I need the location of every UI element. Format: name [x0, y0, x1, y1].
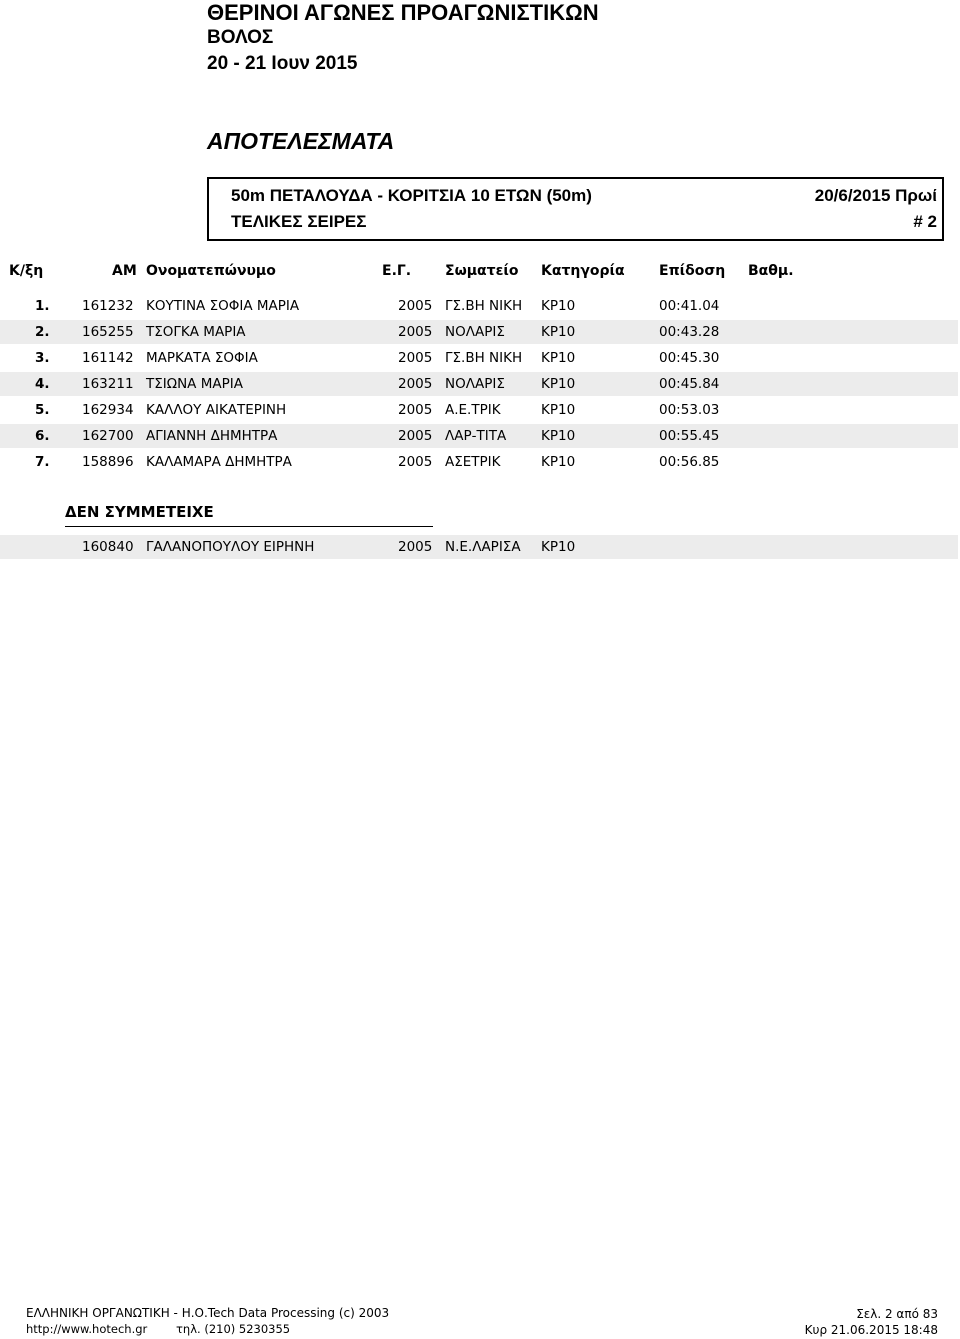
performance-cell: 00:56.85: [659, 454, 720, 470]
col-club: Σωματείο: [445, 263, 519, 279]
table-row: [0, 424, 958, 448]
table-row: [0, 450, 958, 474]
rank-cell: 4.: [35, 376, 50, 392]
club-cell: Α.Ε.ΤΡΙΚ: [445, 402, 501, 418]
dns-row: [0, 535, 958, 559]
table-row: [0, 398, 958, 422]
performance-cell: 00:43.28: [659, 324, 720, 340]
footer-website[interactable]: http://www.hotech.gr: [26, 1322, 148, 1336]
heat-number: # 2: [913, 212, 937, 231]
performance-cell: 00:45.84: [659, 376, 720, 392]
year-cell: 2005: [398, 454, 433, 470]
year-cell: 2005: [398, 298, 433, 314]
am-cell: 158896: [82, 454, 134, 470]
year-cell: 2005: [398, 324, 433, 340]
rank-cell: 5.: [35, 402, 50, 418]
category-cell: ΚΡ10: [541, 376, 576, 392]
col-points: Βαθμ.: [748, 263, 794, 279]
footer-phone: τηλ. (210) 5230355: [176, 1322, 291, 1336]
rank-cell: 1.: [35, 298, 50, 314]
col-year: Ε.Γ.: [382, 263, 412, 279]
year-cell: 2005: [398, 350, 433, 366]
name-cell: ΤΣΟΓΚΑ ΜΑΡΙΑ: [146, 324, 246, 340]
footer-page-number: Σελ. 2 από 83: [856, 1307, 938, 1321]
club-cell: ΝΟΛΑΡΙΣ: [445, 376, 505, 392]
category-cell: ΚΡ10: [541, 402, 576, 418]
am-cell: 161232: [82, 298, 134, 314]
rank-cell: 2.: [35, 324, 50, 340]
am-cell: 161142: [82, 350, 134, 366]
club-cell: ΝΟΛΑΡΙΣ: [445, 324, 505, 340]
name-cell: ΚΑΛΑΜΑΡΑ ΔΗΜΗΤΡΑ: [146, 454, 292, 470]
performance-cell: 00:45.30: [659, 350, 720, 366]
event-series: ΤΕΛΙΚΕΣ ΣΕΙΡΕΣ: [231, 212, 367, 231]
club-cell: ΓΣ.ΒΗ ΝΙΚΗ: [445, 298, 523, 314]
rank-cell: 6.: [35, 428, 50, 444]
club-cell: ΓΣ.ΒΗ ΝΙΚΗ: [445, 350, 523, 366]
footer-org: ΕΛΛΗΝΙΚΗ ΟΡΓΑΝΩΤΙΚΗ - Η.Ο.Tech Data Processing (c) 2003: [26, 1306, 390, 1320]
table-row: [0, 346, 958, 370]
name-cell: ΤΣΙΩΝΑ ΜΑΡΙΑ: [146, 376, 243, 392]
event-date-session: 20/6/2015 Πρωί: [814, 186, 937, 205]
name-cell: ΑΓΙΑΝΝΗ ΔΗΜΗΤΡΑ: [146, 428, 278, 444]
category-cell: ΚΡ10: [541, 350, 576, 366]
year-cell: 2005: [398, 539, 433, 555]
name-cell: ΚΟΥΤΙΝΑ ΣΟΦΙΑ ΜΑΡΙΑ: [146, 298, 300, 314]
am-cell: 160840: [82, 539, 134, 555]
category-cell: ΚΡ10: [541, 454, 576, 470]
name-cell: ΓΑΛΑΝΟΠΟΥΛΟΥ ΕΙΡΗΝΗ: [146, 539, 315, 555]
club-cell: ΛΑΡ-ΤΙΤΑ: [445, 428, 507, 444]
table-row: [0, 320, 958, 344]
col-category: Κατηγορία: [541, 263, 625, 279]
dns-section-title: ΔΕΝ ΣΥΜΜΕΤΕΙΧΕ: [65, 503, 214, 521]
table-row: [0, 372, 958, 396]
year-cell: 2005: [398, 402, 433, 418]
am-cell: 162700: [82, 428, 134, 444]
meet-dates: 20 - 21 Ιουν 2015: [207, 53, 358, 74]
results-title: ΑΠΟΤΕΛΕΣΜΑΤΑ: [207, 128, 395, 154]
category-cell: ΚΡ10: [541, 324, 576, 340]
col-rank: Κ/ξη: [9, 263, 44, 279]
col-name: Ονοματεπώνυμο: [146, 263, 276, 279]
category-cell: ΚΡ10: [541, 539, 576, 555]
name-cell: ΚΑΛΛΟΥ ΑΙΚΑΤΕΡΙΝΗ: [146, 402, 287, 418]
am-cell: 165255: [82, 324, 134, 340]
performance-cell: 00:53.03: [659, 402, 720, 418]
meet-location: ΒΟΛΟΣ: [207, 27, 274, 48]
footer-printed-timestamp: Κυρ 21.06.2015 18:48: [804, 1323, 938, 1337]
year-cell: 2005: [398, 376, 433, 392]
col-performance: Επίδοση: [659, 263, 726, 279]
rank-cell: 3.: [35, 350, 50, 366]
col-am: ΑΜ: [112, 263, 137, 279]
table-row: [0, 294, 958, 318]
year-cell: 2005: [398, 428, 433, 444]
am-cell: 162934: [82, 402, 134, 418]
am-cell: 163211: [82, 376, 134, 392]
category-cell: ΚΡ10: [541, 428, 576, 444]
performance-cell: 00:41.04: [659, 298, 720, 314]
category-cell: ΚΡ10: [541, 298, 576, 314]
event-box: [207, 177, 944, 241]
name-cell: ΜΑΡΚΑΤΑ ΣΟΦΙΑ: [146, 350, 258, 366]
dns-underline: [65, 526, 433, 527]
performance-cell: 00:55.45: [659, 428, 720, 444]
club-cell: ΑΣΕΤΡΙΚ: [445, 454, 501, 470]
rank-cell: 7.: [35, 454, 50, 470]
event-name: 50m ΠΕΤΑΛΟΥΔΑ - ΚΟΡΙΤΣΙΑ 10 ΕΤΩΝ (50m): [231, 186, 592, 205]
meet-title: ΘΕΡΙΝΟΙ ΑΓΩΝΕΣ ΠΡΟΑΓΩΝΙΣΤΙΚΩΝ: [207, 0, 599, 25]
club-cell: Ν.Ε.ΛΑΡΙΣΑ: [445, 539, 521, 555]
